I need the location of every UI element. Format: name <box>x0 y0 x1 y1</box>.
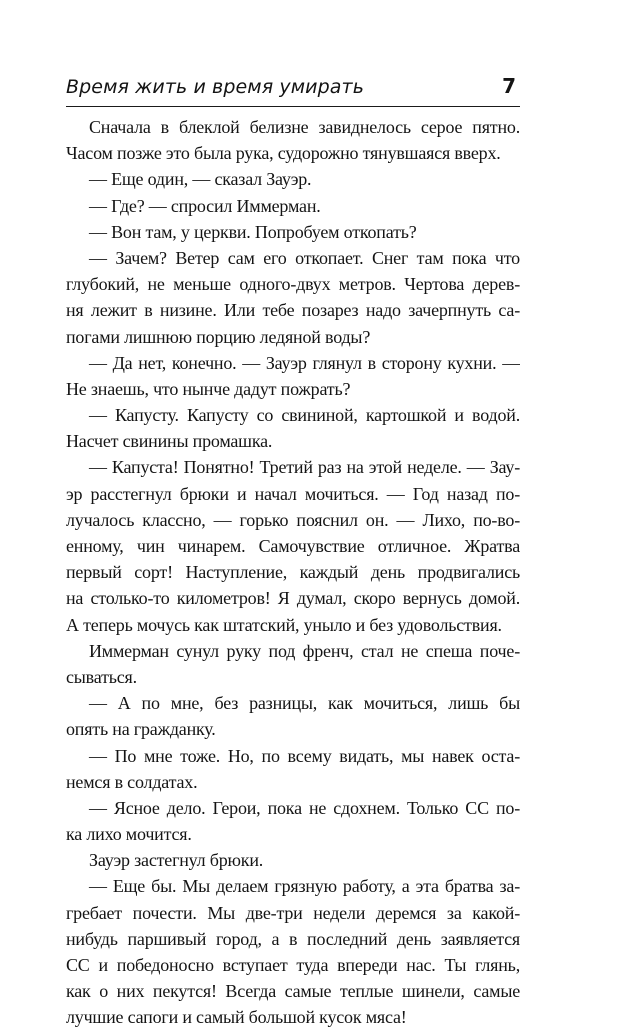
text-line: — Вон там, у церкви. Попробуем откопать? <box>89 221 417 242</box>
text-line: — По мне тоже. Но, по всему видать, мы навек оста- <box>89 745 520 766</box>
text-line: лучшие сапоги и самый большой кусок мяса! <box>66 1007 407 1028</box>
text-line: ня лежит в низине. Или тебе позарез надо зачерпнуть са- <box>66 300 520 321</box>
text-line: первый сорт! Наступление, каждый день продвигались <box>66 562 520 583</box>
text-line: — Где? — спросил Иммерман. <box>89 195 321 216</box>
text-line: погами лишнюю порцию ледяной воды? <box>66 326 371 347</box>
text-line: — Капусту. Капусту со свининой, картошкой и водой. <box>89 405 520 426</box>
text-line: сываться. <box>66 666 137 687</box>
text-line: — Да нет, конечно. — Зауэр глянул в сторону кухни. — <box>89 352 520 373</box>
text-line: — А по мне, без разницы, как мочиться, лишь бы <box>89 693 520 714</box>
text-line: опять на гражданку. <box>66 719 216 740</box>
header-rule <box>66 106 520 107</box>
text-line: Зауэр застегнул брюки. <box>89 850 264 871</box>
text-line: — Зачем? Ветер сам его откопает. Снег там пока что <box>89 247 520 268</box>
text-line: енному, чин чинарем. Самочувствие отличное. Жратва <box>66 536 520 556</box>
text-line: Не знаешь, что нынче дадут пожрать? <box>66 378 351 399</box>
text-line: немся в солдатах. <box>66 771 198 792</box>
text-line: А теперь мочусь как штатский, уныло и без удовольствия. <box>66 614 502 635</box>
text-line: СС и победоносно вступает туда впереди нас. Ты глянь, <box>66 955 520 975</box>
text-line: на столько-то километров! Я думал, скоро вернусь домой. <box>66 588 520 609</box>
running-title: Время жить и время умирать <box>66 76 364 98</box>
text-line: Часом позже это была рука, судорожно тянувшаяся вверх. <box>66 143 501 164</box>
text-line: — Еще один, — сказал Зауэр. <box>89 169 312 190</box>
text-line: — Капуста! Понятно! Третий раз на этой неделе. — Зау- <box>89 457 520 478</box>
text-line: гребает почести. Мы две-три недели деремся за какой- <box>66 902 520 923</box>
page-number: 7 <box>502 74 516 98</box>
text-line: Иммерман сунул руку под френч, стал не спеша поче- <box>89 640 520 661</box>
text-line: эр расстегнул брюки и начал мочиться. — Год назад по- <box>66 483 520 504</box>
text-line: Сначала в блеклой белизне завиднелось серое пятно. <box>89 117 520 137</box>
body-text <box>66 114 520 1031</box>
running-head <box>66 74 520 106</box>
text-line: — Ясное дело. Герои, пока не сдохнем. Только СС по- <box>89 797 520 818</box>
text-line: ка лихо мочится. <box>66 824 192 845</box>
text-line: лучалось классно, — горько пояснил он. — Лихо, по-во- <box>66 509 520 530</box>
text-line: как о них пекутся! Всегда самые теплые шинели, самые <box>66 981 520 1002</box>
text-line: нибудь паршивый город, а в последний день заявляется <box>66 928 520 949</box>
text-line: — Еще бы. Мы делаем грязную работу, а эта братва за- <box>89 876 520 897</box>
text-line: Насчет свинины промашка. <box>66 431 273 452</box>
text-line: глубокий, не меньше одного-двух метров. Чертова дерев- <box>66 274 520 295</box>
